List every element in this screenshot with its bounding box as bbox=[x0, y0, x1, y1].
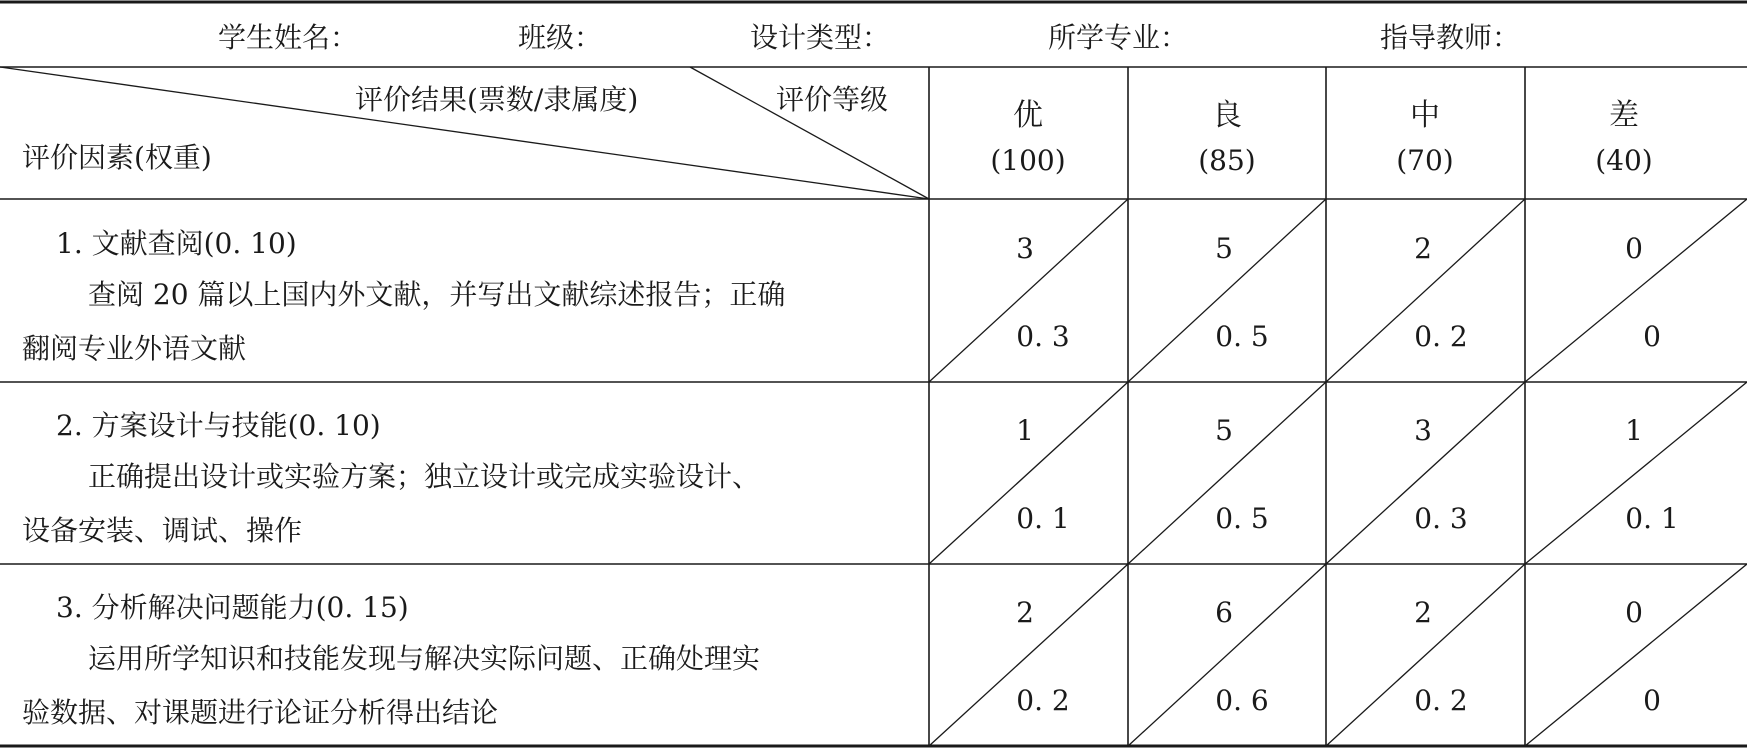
grade-score: (100) bbox=[990, 144, 1066, 177]
factor-desc-line2: 设备安装、调试、操作 bbox=[22, 514, 303, 547]
vote-count: 6 bbox=[1215, 596, 1233, 629]
vote-count: 2 bbox=[1414, 232, 1432, 265]
cell-diagonal bbox=[1525, 199, 1747, 382]
advisor-label: 指导教师： bbox=[1380, 21, 1521, 54]
vote-count: 5 bbox=[1215, 414, 1233, 447]
cell-diagonal bbox=[1326, 564, 1525, 746]
grade-name: 良 bbox=[1212, 98, 1242, 133]
grade-score: (70) bbox=[1396, 144, 1454, 177]
class-label: 班级： bbox=[518, 21, 603, 54]
factor-desc-line1: 运用所学知识和技能发现与解决实际问题、正确处理实 bbox=[88, 642, 761, 675]
design-type-label: 设计类型： bbox=[750, 21, 891, 54]
cell-diagonal bbox=[1128, 382, 1326, 564]
grade-name: 中 bbox=[1410, 98, 1440, 133]
vote-count: 0 bbox=[1625, 232, 1643, 265]
membership-degree: 0 bbox=[1643, 320, 1661, 353]
factor-title: 2. 方案设计与技能(0. 10) bbox=[56, 409, 381, 442]
grade-name: 差 bbox=[1609, 98, 1639, 133]
major-label: 所学专业： bbox=[1048, 21, 1189, 54]
membership-degree: 0. 2 bbox=[1016, 684, 1070, 717]
membership-degree: 0. 3 bbox=[1414, 502, 1468, 535]
membership-degree: 0. 6 bbox=[1215, 684, 1269, 717]
factor-title: 1. 文献查阅(0. 10) bbox=[56, 227, 297, 260]
factor-desc-line1: 查阅 20 篇以上国内外文献，并写出文献综述报告；正确 bbox=[88, 278, 786, 311]
vote-count: 2 bbox=[1016, 596, 1034, 629]
grade-score: (85) bbox=[1198, 144, 1256, 177]
cell-diagonal bbox=[1128, 199, 1326, 382]
grade-name: 优 bbox=[1013, 98, 1043, 133]
vote-count: 1 bbox=[1625, 414, 1643, 447]
vote-count: 2 bbox=[1414, 596, 1432, 629]
factor-desc-line2: 翻阅专业外语文献 bbox=[22, 332, 247, 365]
membership-degree: 0. 2 bbox=[1414, 320, 1468, 353]
evaluation-grade-label: 评价等级 bbox=[776, 83, 889, 116]
cell-diagonal bbox=[1326, 382, 1525, 564]
membership-degree: 0. 2 bbox=[1414, 684, 1468, 717]
grade-score: (40) bbox=[1595, 144, 1653, 177]
membership-degree: 0. 1 bbox=[1016, 502, 1070, 535]
cell-diagonal bbox=[1525, 564, 1747, 746]
evaluation-result-label: 评价结果(票数/隶属度) bbox=[355, 83, 639, 116]
vote-count: 3 bbox=[1016, 232, 1034, 265]
factor-desc-line1: 正确提出设计或实验方案；独立设计或完成实验设计、 bbox=[88, 460, 761, 493]
vote-count: 0 bbox=[1625, 596, 1643, 629]
membership-degree: 0. 5 bbox=[1215, 502, 1269, 535]
vote-count: 5 bbox=[1215, 232, 1233, 265]
factor-title: 3. 分析解决问题能力(0. 15) bbox=[56, 591, 409, 624]
student-name-label: 学生姓名： bbox=[218, 21, 359, 54]
vote-count: 3 bbox=[1414, 414, 1432, 447]
membership-degree: 0. 5 bbox=[1215, 320, 1269, 353]
evaluation-factor-label: 评价因素(权重) bbox=[22, 141, 212, 174]
factor-desc-line2: 验数据、对课题进行论证分析得出结论 bbox=[22, 696, 499, 729]
cell-diagonal bbox=[1128, 564, 1326, 746]
vote-count: 1 bbox=[1016, 414, 1034, 447]
cell-diagonal bbox=[1525, 382, 1747, 564]
membership-degree: 0. 3 bbox=[1016, 320, 1070, 353]
membership-degree: 0 bbox=[1643, 684, 1661, 717]
membership-degree: 0. 1 bbox=[1625, 502, 1679, 535]
cell-diagonal bbox=[1326, 199, 1525, 382]
